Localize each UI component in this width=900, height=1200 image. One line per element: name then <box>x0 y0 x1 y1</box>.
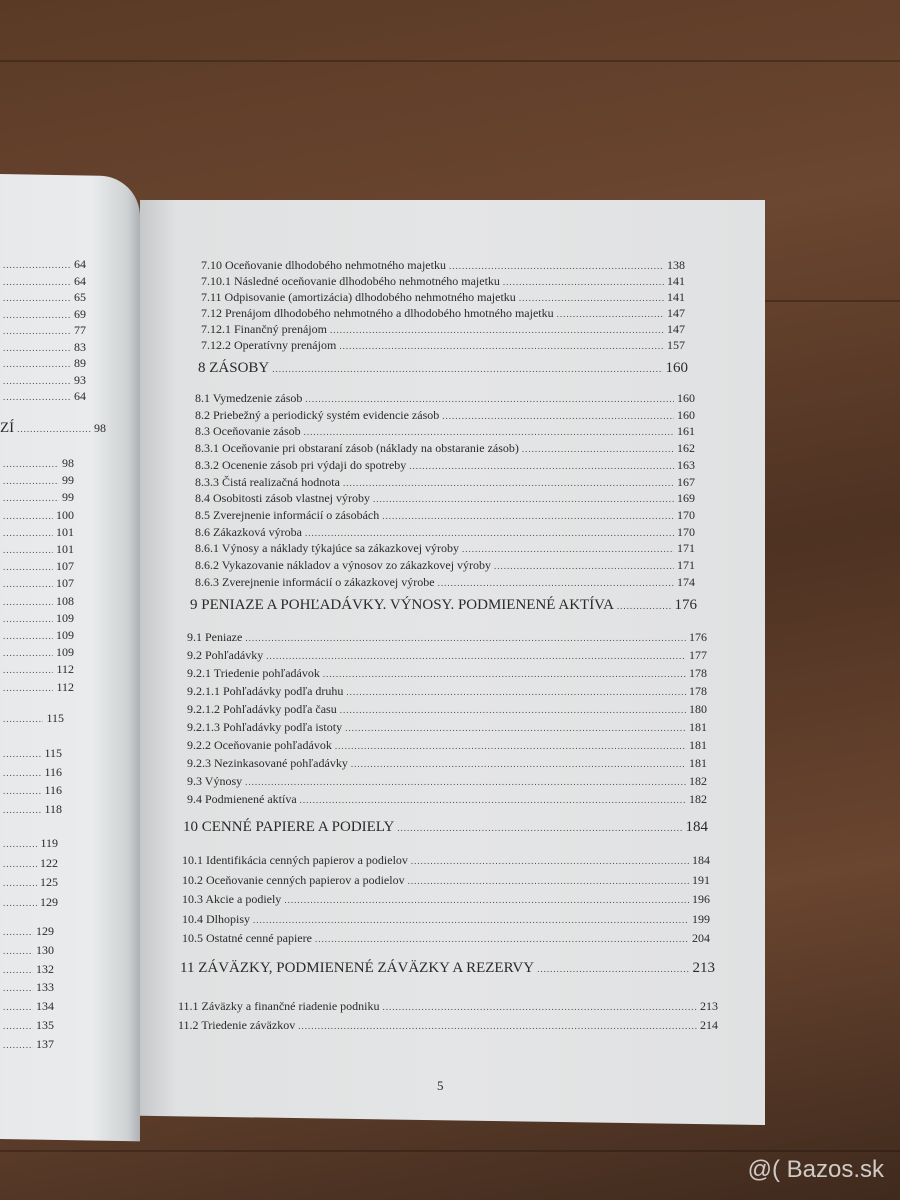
toc-entry <box>182 851 710 871</box>
toc-entry <box>0 961 54 980</box>
toc-entry <box>195 491 695 508</box>
dot-leader <box>3 324 71 340</box>
entry-title: 8.6.3 Zverejnenie informácií o zákazkovej výrobe <box>195 574 435 589</box>
toc-entry <box>187 683 707 701</box>
left-page-entries <box>0 711 64 726</box>
dot-leader <box>3 357 71 373</box>
page-ref: 160 <box>665 360 688 376</box>
entry-title: 8.2 Priebežný a periodický systém evidencie zásob <box>195 407 440 422</box>
dot-leader <box>339 339 664 354</box>
toc-entry <box>182 871 710 891</box>
dot-leader <box>3 746 41 764</box>
entry-title: 9.2.3 Nezinkasované pohľadávky <box>187 756 348 770</box>
left-page-entries <box>0 257 86 406</box>
entry-title: 8.6.2 Vykazovanie nákladov a výnosov zo zákazkovej výroby <box>195 558 492 573</box>
page-ref: 64 <box>74 389 86 403</box>
entry-title: 9.4 Podmienené aktíva <box>187 792 297 806</box>
dot-leader <box>438 576 674 592</box>
page-ref: 101 <box>56 524 74 539</box>
dot-leader <box>3 374 71 390</box>
dot-leader <box>3 924 33 942</box>
toc-entry <box>182 890 710 910</box>
dot-leader <box>272 364 662 374</box>
entry-title: 9.2 Pohľadávky <box>187 648 264 662</box>
toc-entry <box>201 322 685 338</box>
page-ref: 115 <box>46 711 64 725</box>
toc-entry <box>187 647 707 665</box>
dot-leader <box>284 891 689 910</box>
wood-grain <box>0 60 900 62</box>
page-ref: 170 <box>677 524 695 539</box>
dot-leader <box>305 526 674 542</box>
toc-entry <box>195 441 695 458</box>
page-ref: 199 <box>692 911 710 926</box>
dot-leader <box>245 774 686 791</box>
dot-leader <box>340 702 686 719</box>
entry-title: 7.12 Prenájom dlhodobého nehmotného a dlhodobého hmotného majetku <box>201 306 554 320</box>
page-ref: 65 <box>74 290 86 304</box>
dot-leader <box>3 855 37 874</box>
toc-entry <box>0 873 58 893</box>
entry-title: 9 PENIAZE A POHĽADÁVKY. VÝNOSY. PODMIENENÉ AKTÍVA <box>190 597 614 613</box>
dot-leader <box>3 341 71 357</box>
page-ref: 184 <box>692 853 710 867</box>
entry-title: 9.2.1.2 Pohľadávky podľa času <box>187 702 337 716</box>
toc-entry <box>198 360 688 377</box>
page-ref: 101 <box>56 542 74 557</box>
entry-title: 9.2.1 Triedenie pohľadávok <box>187 666 320 680</box>
dot-leader <box>382 509 674 525</box>
page-ref: 163 <box>677 457 695 472</box>
dot-leader <box>3 559 53 575</box>
page-ref: 89 <box>74 356 86 370</box>
left-page-entries <box>0 834 58 912</box>
page-ref: 118 <box>44 801 62 816</box>
entry-title: 7.10 Oceňovanie dlhodobého nehmotného majetku <box>201 258 446 272</box>
dot-leader <box>3 490 59 506</box>
page-ref: 157 <box>667 338 685 352</box>
toc-entry <box>0 610 74 627</box>
entry-title: 8 ZÁSOBY <box>198 360 270 376</box>
dot-leader <box>315 930 689 949</box>
toc-entry <box>0 782 62 801</box>
page-ref: 176 <box>674 597 697 613</box>
toc-entry <box>201 274 685 290</box>
entry-title: 9.2.1.1 Pohľadávky podľa druhu <box>187 684 344 698</box>
page-ref: 181 <box>689 756 707 770</box>
toc-section-7 <box>201 258 685 354</box>
dot-leader <box>397 823 682 833</box>
page-ref: 116 <box>44 783 62 797</box>
page-ref: 213 <box>692 960 715 976</box>
page-ref: 171 <box>677 558 695 573</box>
watermark: @( Bazos.sk <box>747 1156 884 1183</box>
dot-leader <box>373 492 674 508</box>
toc-entry <box>182 910 710 930</box>
toc-entry <box>187 701 707 719</box>
toc-entry <box>195 575 695 592</box>
toc-entry <box>0 1036 54 1055</box>
dot-leader <box>298 1017 697 1035</box>
toc-entry <box>0 923 54 942</box>
entry-title: 8.3.1 Oceňovanie pri obstaraní zásob (náklady na obstaranie zásob) <box>195 441 519 456</box>
dot-leader <box>408 872 689 891</box>
toc-entry <box>183 819 708 836</box>
entry-title: 11.2 Triedenie záväzkov <box>178 1018 296 1032</box>
page-ref: 180 <box>689 702 707 716</box>
entry-title: 7.12.1 Finančný prenájom <box>201 322 327 336</box>
page-ref: 130 <box>36 942 54 957</box>
page-ref: 99 <box>62 490 74 505</box>
page-ref: 83 <box>74 339 86 354</box>
dot-leader <box>3 802 41 820</box>
toc-entry <box>0 455 74 472</box>
toc-entry <box>187 629 707 647</box>
dot-leader <box>3 508 53 524</box>
dot-leader <box>3 390 71 406</box>
heading-fragment: ZÍ <box>0 420 15 436</box>
toc-entry <box>187 719 707 737</box>
page-ref: 122 <box>40 855 58 870</box>
page-number: 5 <box>437 1078 444 1093</box>
entry-title: 10.1 Identifikácia cenných papierov a podielov <box>182 853 408 867</box>
dot-leader <box>537 964 689 974</box>
entry-title: 8.1 Vymedzenie zásob <box>195 391 303 405</box>
dot-leader <box>503 275 664 290</box>
toc-entry <box>0 893 58 913</box>
dot-leader <box>557 307 664 322</box>
page-ref: 116 <box>44 764 62 779</box>
left-page-entries <box>0 455 74 696</box>
toc-entry <box>195 408 695 425</box>
entry-title: 10.2 Oceňovanie cenných papierov a podielov <box>182 872 405 887</box>
toc-chapter-9 <box>190 597 697 614</box>
page-ref: 178 <box>689 666 707 680</box>
toc-entry <box>201 290 685 306</box>
toc-entry <box>195 541 695 558</box>
dot-leader <box>3 473 59 489</box>
dot-leader <box>3 980 33 998</box>
page-ref: 177 <box>689 648 707 662</box>
toc-entry <box>0 340 86 357</box>
toc-entry <box>0 593 74 610</box>
dot-leader <box>266 648 686 665</box>
dot-leader <box>345 720 686 737</box>
entry-title: 7.11 Odpisovanie (amortizácia) dlhodobého nehmotného majetku <box>201 290 516 304</box>
entry-title: 10.3 Akcie a podiely <box>182 892 282 906</box>
toc-entry <box>0 661 74 678</box>
dot-leader <box>3 628 53 644</box>
dot-leader <box>3 894 37 913</box>
toc-entry <box>0 764 62 783</box>
page-ref: 132 <box>36 961 54 976</box>
entry-title: 8.3 Oceňovanie zásob <box>195 424 301 439</box>
entry-title: 8.4 Osobitosti zásob vlastnej výroby <box>195 491 370 506</box>
dot-leader <box>3 999 33 1017</box>
dot-leader <box>3 456 59 472</box>
toc-entry <box>187 773 707 791</box>
page-ref: 135 <box>36 1017 54 1032</box>
toc-entry <box>201 306 685 322</box>
page-ref: 181 <box>689 738 707 752</box>
toc-entry <box>0 644 74 661</box>
toc-entry <box>187 665 707 683</box>
page-ref: 191 <box>692 872 710 887</box>
page-ref: 133 <box>36 980 54 995</box>
dot-leader <box>3 594 53 610</box>
dot-leader <box>343 476 674 492</box>
toc-entry <box>195 558 695 575</box>
page-ref: 170 <box>677 507 695 522</box>
toc-chapter-11 <box>180 960 715 977</box>
toc-entry <box>0 356 86 373</box>
page-ref: 134 <box>36 999 54 1014</box>
page-ref: 108 <box>56 593 74 608</box>
toc-entry <box>0 854 58 874</box>
page-ref: 98 <box>62 456 74 470</box>
toc-entry <box>195 475 695 492</box>
dot-leader <box>3 874 37 893</box>
dot-leader <box>3 275 71 291</box>
entry-title: 9.2.2 Oceňovanie pohľadávok <box>187 738 332 752</box>
toc-entry <box>0 323 86 340</box>
toc-entry <box>0 290 86 307</box>
page-ref: 214 <box>700 1018 718 1032</box>
entry-title: 8.3.2 Ocenenie zásob pri výdaji do spotreby <box>195 457 407 472</box>
page-ref: 98 <box>94 421 106 435</box>
dot-leader <box>3 525 53 541</box>
dot-leader <box>409 459 674 475</box>
dot-leader <box>351 756 686 773</box>
dot-leader <box>3 783 41 801</box>
dot-leader <box>3 645 53 661</box>
toc-entry <box>0 389 86 406</box>
toc-section-11 <box>178 997 718 1035</box>
toc-entry <box>0 575 74 592</box>
page-ref: 161 <box>677 424 695 439</box>
page-ref: 204 <box>692 931 710 945</box>
page-ref: 184 <box>685 819 708 835</box>
left-page-entries <box>0 923 54 1055</box>
toc-entry <box>195 508 695 525</box>
dot-leader <box>330 323 664 338</box>
toc-entry <box>0 489 74 506</box>
toc-entry <box>0 257 86 274</box>
dot-leader <box>522 442 674 458</box>
entry-title: 7.10.1 Následné oceňovanie dlhodobého nehmotného majetku <box>201 274 500 288</box>
entry-title: 10.5 Ostatné cenné papiere <box>182 931 312 945</box>
dot-leader <box>462 542 674 558</box>
page-ref: 125 <box>40 875 58 889</box>
dot-leader <box>3 835 37 854</box>
toc-entry <box>0 558 74 575</box>
toc-entry <box>0 979 54 998</box>
page-ref: 107 <box>56 576 74 591</box>
entry-title: 9.1 Peniaze <box>187 630 243 644</box>
page-ref: 112 <box>56 679 74 694</box>
dot-leader <box>3 611 53 627</box>
dot-leader <box>3 765 41 783</box>
dot-leader <box>3 943 33 961</box>
toc-section-10 <box>182 851 710 949</box>
toc-entry <box>0 998 54 1017</box>
dot-leader <box>442 409 674 425</box>
toc-chapter-10 <box>183 819 708 836</box>
toc-entry <box>187 791 707 809</box>
dot-leader <box>3 291 71 307</box>
page-ref: 64 <box>74 257 86 271</box>
page-ref: 160 <box>677 391 695 405</box>
page-ref: 182 <box>689 792 707 806</box>
page-ref: 162 <box>677 441 695 456</box>
page-ref: 109 <box>56 628 74 643</box>
page-ref: 182 <box>689 774 707 788</box>
entry-title: 8.6.1 Výnosy a náklady týkajúce sa zákazkovej výroby <box>195 541 460 556</box>
page-ref: 119 <box>40 836 58 850</box>
toc-entry <box>0 627 74 644</box>
toc-entry <box>0 745 62 764</box>
page-ref: 160 <box>677 407 695 422</box>
dot-leader <box>3 1037 33 1055</box>
page-ref: 109 <box>56 610 74 625</box>
dot-leader <box>3 258 71 274</box>
toc-entry <box>195 391 695 408</box>
toc-entry <box>0 524 74 541</box>
toc-entry <box>178 1016 718 1035</box>
dot-leader <box>617 601 672 611</box>
page-ref: 213 <box>700 999 718 1013</box>
toc-entry <box>195 458 695 475</box>
dot-leader <box>3 962 33 980</box>
dot-leader <box>3 542 53 558</box>
page-ref: 176 <box>689 630 707 644</box>
toc-entry <box>0 373 86 390</box>
page-ref: 171 <box>677 541 695 556</box>
dot-leader <box>3 576 53 592</box>
toc-entry <box>178 997 718 1016</box>
page-ref: 112 <box>56 662 74 677</box>
page-ref: 100 <box>56 507 74 522</box>
toc-entry <box>0 801 62 820</box>
toc-section-9 <box>187 629 707 809</box>
toc-entry <box>195 525 695 542</box>
dot-leader <box>3 662 53 678</box>
toc-entry <box>0 274 86 291</box>
dot-leader <box>245 630 686 647</box>
page-ref: 107 <box>56 559 74 574</box>
page-ref: 115 <box>44 746 62 760</box>
page-ref: 169 <box>677 491 695 506</box>
left-page-entries <box>0 745 62 819</box>
dot-leader <box>323 666 686 683</box>
dot-leader <box>449 259 664 274</box>
page-ref: 69 <box>74 306 86 321</box>
page-ref: 196 <box>692 892 710 906</box>
toc-entry <box>187 737 707 755</box>
dot-leader <box>304 425 674 441</box>
toc-entry <box>180 960 715 977</box>
page-ref: 129 <box>40 894 58 909</box>
toc-entry <box>201 338 685 354</box>
page-ref: 137 <box>36 1036 54 1051</box>
page-ref: 181 <box>689 720 707 734</box>
page-ref: 141 <box>667 290 685 304</box>
entry-title: 9.3 Výnosy <box>187 774 243 788</box>
entry-title: 8.3.3 Čistá realizačná hodnota <box>195 474 340 489</box>
toc-entry <box>0 834 58 854</box>
toc-entry <box>0 541 74 558</box>
page-ref: 64 <box>74 273 86 288</box>
dot-leader <box>335 738 686 755</box>
entry-title: 11 ZÁVÄZKY, PODMIENENÉ ZÁVÄZKY A REZERVY <box>180 960 535 976</box>
page-ref: 77 <box>74 323 86 337</box>
page-ref: 109 <box>56 645 74 660</box>
toc-entry <box>201 258 685 274</box>
entry-title: 8.6 Zákazková výroba <box>195 524 302 539</box>
page-ref: 129 <box>36 924 54 938</box>
toc-entry <box>0 472 74 489</box>
entry-title: 10 CENNÉ PAPIERE A PODIELY <box>183 819 395 835</box>
entry-title: 10.4 Dlhopisy <box>182 911 251 926</box>
toc-entry <box>195 424 695 441</box>
left-page-heading <box>0 420 106 437</box>
dot-leader <box>3 1018 33 1036</box>
page-ref: 147 <box>667 322 685 336</box>
entry-title: 11.1 Záväzky a finančné riadenie podniku <box>178 999 380 1013</box>
dot-leader <box>494 559 674 575</box>
wood-grain <box>0 1150 900 1152</box>
toc-entry <box>190 597 697 614</box>
page-ref: 138 <box>667 258 685 272</box>
page-ref: 141 <box>667 274 685 288</box>
dot-leader <box>411 852 689 871</box>
toc-entry <box>0 307 86 324</box>
dot-leader <box>519 291 664 306</box>
toc-chapter-8 <box>198 360 688 377</box>
toc-entry <box>0 679 74 696</box>
dot-leader <box>382 998 697 1016</box>
dot-leader <box>3 680 53 696</box>
page-ref: 147 <box>667 306 685 320</box>
toc-entry <box>0 942 54 961</box>
dot-leader <box>3 308 71 324</box>
page-ref: 93 <box>74 372 86 387</box>
page-ref: 99 <box>62 473 74 488</box>
dot-leader <box>305 392 674 408</box>
toc-entry <box>0 507 74 524</box>
wood-grain <box>760 300 900 302</box>
toc-entry <box>182 929 710 949</box>
dot-leader <box>253 911 689 930</box>
entry-title: 8.5 Zverejnenie informácií o zásobách <box>195 507 380 522</box>
page-ref: 178 <box>689 684 707 698</box>
toc-entry <box>187 755 707 773</box>
dot-leader <box>346 684 686 701</box>
toc-section-8 <box>195 391 695 591</box>
entry-title: 9.2.1.3 Pohľadávky podľa istoty <box>187 720 343 734</box>
dot-leader <box>300 792 686 809</box>
entry-title: 7.12.2 Operatívny prenájom <box>201 338 337 352</box>
toc-entry <box>0 1017 54 1036</box>
page-ref: 167 <box>677 474 695 489</box>
page-ref: 174 <box>677 574 695 589</box>
